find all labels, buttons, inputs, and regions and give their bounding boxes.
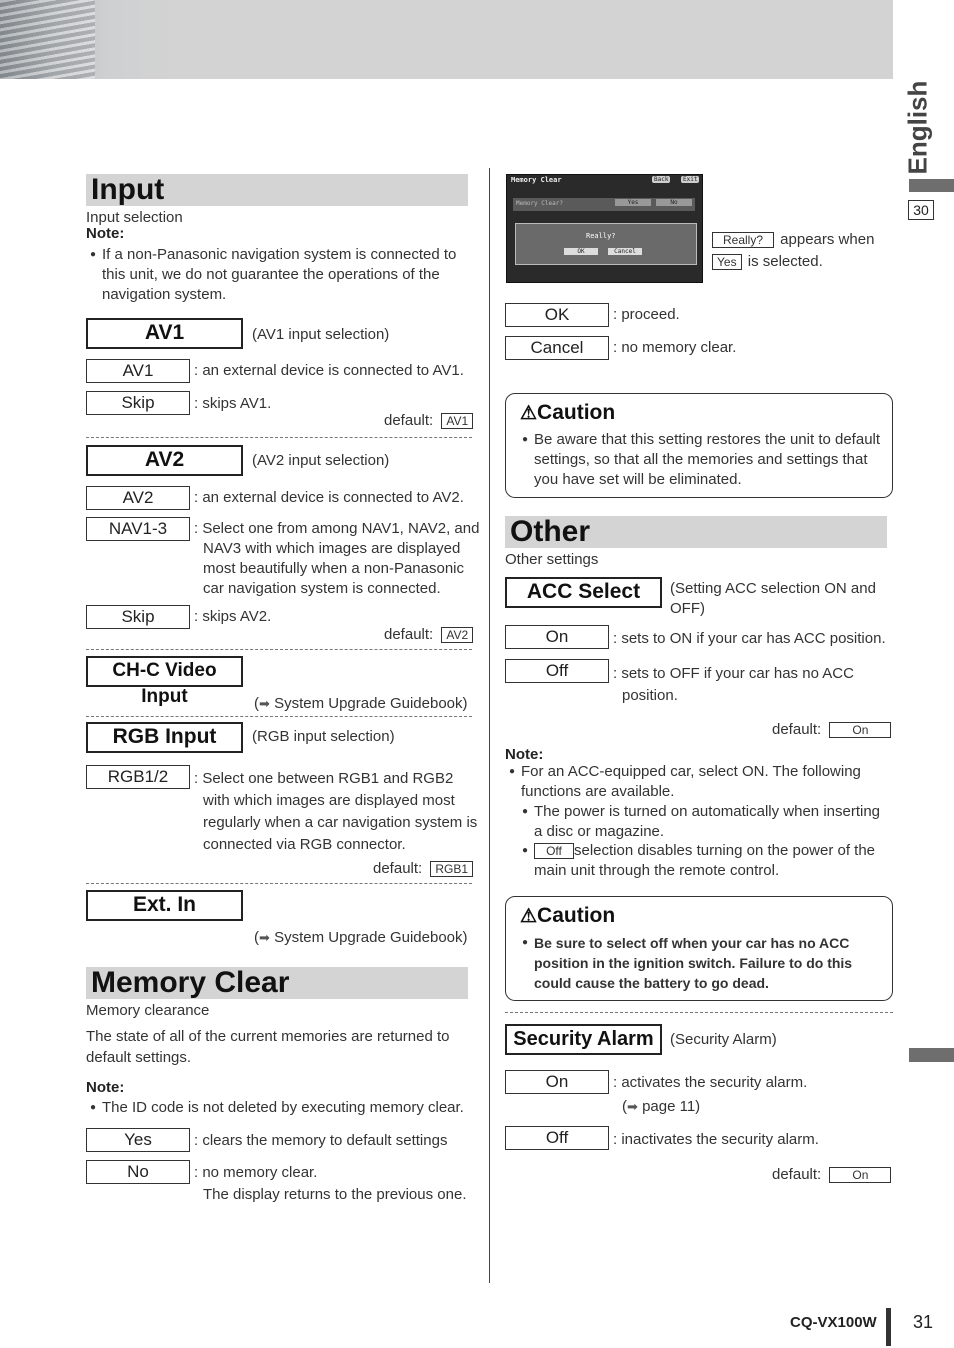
security-header: Security Alarm <box>505 1024 662 1055</box>
memory-body: The state of all of the current memories are returned to default settings. <box>86 1028 450 1066</box>
other-caution-title <box>520 903 615 930</box>
other-note-sub1: ● The power is turned on automatically when inserting a disc or magazine. <box>534 802 889 842</box>
screen-dialog-text: Really? <box>586 232 616 240</box>
av2-default-value: AV2 <box>441 627 473 643</box>
acc-default-label: default: <box>772 721 822 738</box>
acc-option-off: Off <box>505 659 609 683</box>
screen-ok: OK <box>564 248 598 255</box>
screen-cancel: Cancel <box>608 248 642 255</box>
av2-option-av2: AV2 <box>86 486 190 510</box>
divider <box>86 437 472 438</box>
memory-option-yes: Yes <box>86 1128 190 1152</box>
security-option-off-text: : inactivates the security alarm. <box>613 1131 819 1148</box>
av1-default <box>384 411 473 431</box>
security-option-on-text: : activates the security alarm. <box>613 1074 808 1091</box>
memory-section-title: Memory Clear <box>86 967 468 999</box>
input-section-title: Input <box>86 174 468 206</box>
memory-option-no-extra: The display returns to the previous one. <box>203 1186 467 1203</box>
chc-ref-open: ( <box>254 695 259 712</box>
screen-yes: Yes <box>615 199 651 206</box>
memory-caution-title-text: Caution <box>537 401 616 424</box>
arrow-right-icon: ➡ <box>259 930 270 945</box>
security-default <box>772 1165 891 1185</box>
yes-box: Yes <box>712 254 742 270</box>
other-note-sub2 <box>534 841 889 881</box>
rgb-default-value: RGB1 <box>430 861 473 877</box>
screen-back-button: Back <box>654 176 669 183</box>
screen-exit-button: Exit <box>683 176 698 183</box>
av2-option-skip-text: : skips AV2. <box>194 608 272 625</box>
av1-option-skip: Skip <box>86 391 190 415</box>
acc-default <box>772 720 891 740</box>
top-banner <box>0 0 893 79</box>
av2-default-label: default: <box>384 626 434 643</box>
screen-field: Memory Clear? <box>516 200 563 207</box>
memory-note-text: ● The ID code is not deleted by executing memory clear. <box>102 1098 472 1118</box>
input-note-label: Note: <box>86 225 125 242</box>
rgb-header: RGB Input <box>86 722 243 753</box>
security-page-ref-open: ( <box>622 1098 627 1115</box>
memory-clear-screen <box>506 174 703 283</box>
ext-ref-open: ( <box>254 929 259 946</box>
language-tab <box>902 80 933 175</box>
security-option-on: On <box>505 1070 609 1094</box>
av1-option-skip-text: : skips AV1. <box>194 395 272 412</box>
off-box: Off <box>534 843 574 859</box>
av2-default <box>384 625 473 645</box>
input-note-text: ● If a non-Panasonic navigation system is connected to this unit, we do not guarantee the operations of the navigation system. <box>102 245 467 305</box>
language-label: English <box>902 80 933 175</box>
really-line <box>712 230 874 250</box>
arrow-right-icon: ➡ <box>259 696 270 711</box>
language-bar <box>909 179 954 192</box>
footer-model: CQ-VX100W <box>790 1314 877 1331</box>
security-page-ref-text: page 11) <box>642 1098 701 1115</box>
chc-ref <box>254 694 468 714</box>
chc-ref-text: System Upgrade Guidebook) <box>274 695 468 712</box>
memory-option-no-text: : no memory clear. <box>194 1164 318 1181</box>
acc-desc: (Setting ACC selection ON and OFF) <box>670 580 876 617</box>
divider <box>86 883 472 884</box>
memory-caution-title <box>520 400 615 427</box>
other-subtitle: Other settings <box>505 551 599 568</box>
acc-header: ACC Select <box>505 577 662 608</box>
warning-icon: ⚠ <box>520 906 538 927</box>
input-subtitle: Input selection <box>86 209 183 226</box>
memory-option-yes-text: : clears the memory to default settings <box>194 1132 448 1149</box>
divider <box>505 1012 893 1013</box>
warning-icon: ⚠ <box>520 403 538 424</box>
memory-option-no: No <box>86 1160 190 1184</box>
rgb-default-label: default: <box>373 860 423 877</box>
av1-desc: (AV1 input selection) <box>252 326 390 343</box>
av1-option-av1-text: : an external device is connected to AV1. <box>194 362 464 379</box>
acc-option-on: On <box>505 625 609 649</box>
other-caution-box <box>505 896 893 1001</box>
memory-caution-text: ● Be aware that this setting restores the unit to default settings, so that all the memories and settings that you have set will be eliminated. <box>534 430 886 490</box>
security-option-off: Off <box>505 1126 609 1150</box>
acc-option-on-text: : sets to ON if your car has ACC position. <box>613 630 886 647</box>
av2-option-nav: NAV1-3 <box>86 517 190 541</box>
banner-texture <box>0 0 95 79</box>
confirm-ok: OK <box>505 303 609 327</box>
memory-caution-box <box>505 393 893 498</box>
screen-dialog <box>515 223 697 265</box>
ext-ref-text: System Upgrade Guidebook) <box>274 929 468 946</box>
security-default-value: On <box>829 1167 891 1183</box>
security-desc: (Security Alarm) <box>670 1031 777 1048</box>
really-box: Really? <box>712 232 774 248</box>
memory-note-label: Note: <box>86 1079 125 1096</box>
av1-default-value: AV1 <box>441 413 473 429</box>
page-ref-box: 30 <box>908 200 934 220</box>
rgb-default <box>373 859 473 879</box>
confirm-ok-text: : proceed. <box>613 306 680 323</box>
column-divider <box>489 168 490 1283</box>
rgb-option: RGB1/2 <box>86 765 190 789</box>
ext-header: Ext. In <box>86 890 243 921</box>
av2-option-av2-text: : an external device is connected to AV2. <box>194 489 464 506</box>
acc-option-off-text: : sets to OFF if your car has no ACC position. <box>613 665 854 704</box>
screen-title: Memory Clear <box>511 176 562 184</box>
rgb-desc: (RGB input selection) <box>252 728 395 745</box>
memory-subtitle: Memory clearance <box>86 1002 210 1019</box>
divider <box>86 649 472 650</box>
av1-header: AV1 <box>86 318 243 349</box>
rgb-option-text: : Select one between RGB1 and RGB2 with which images are displayed most regularly when a car navigation system is connected via RGB connector. <box>194 770 478 853</box>
other-caution-text: ● Be sure to select off when your car has no ACC position in the ignition switch. Failure to do this could cause the battery to go dead. <box>534 933 880 993</box>
av2-option-skip: Skip <box>86 605 190 629</box>
arrow-right-icon: ➡ <box>627 1099 638 1114</box>
other-section-title: Other <box>505 516 887 548</box>
av1-option-av1: AV1 <box>86 359 190 383</box>
other-note-sub2-text: selection disables turning on the power of the main unit through the remote control. <box>534 842 876 879</box>
divider <box>86 716 472 717</box>
other-note-label: Note: <box>505 746 544 763</box>
footer-page-number: 31 <box>913 1312 934 1332</box>
yes-line <box>712 252 823 272</box>
other-note-main: ● For an ACC-equipped car, select ON. The following functions are available. <box>521 762 881 802</box>
side-bar-marker <box>909 1048 954 1062</box>
av2-header: AV2 <box>86 445 243 476</box>
really-text: appears when <box>780 231 875 248</box>
av2-desc: (AV2 input selection) <box>252 452 390 469</box>
acc-default-value: On <box>829 722 891 738</box>
av2-option-nav-text: : Select one from among NAV1, NAV2, and NAV3 with which images are displayed most beautifully when a non-Panasonic car navigation system is connected. <box>194 520 480 597</box>
screen-no: No <box>656 199 692 206</box>
chc-header: CH-C Video Input <box>86 656 243 687</box>
av1-default-label: default: <box>384 412 434 429</box>
footer-bar <box>886 1308 891 1346</box>
yes-text: is selected. <box>747 253 823 270</box>
confirm-cancel-text: : no memory clear. <box>613 339 737 356</box>
other-caution-title-text: Caution <box>537 904 616 927</box>
ext-ref <box>254 928 468 948</box>
security-default-label: default: <box>772 1166 822 1183</box>
confirm-cancel: Cancel <box>505 336 609 360</box>
security-page-ref <box>622 1097 700 1117</box>
